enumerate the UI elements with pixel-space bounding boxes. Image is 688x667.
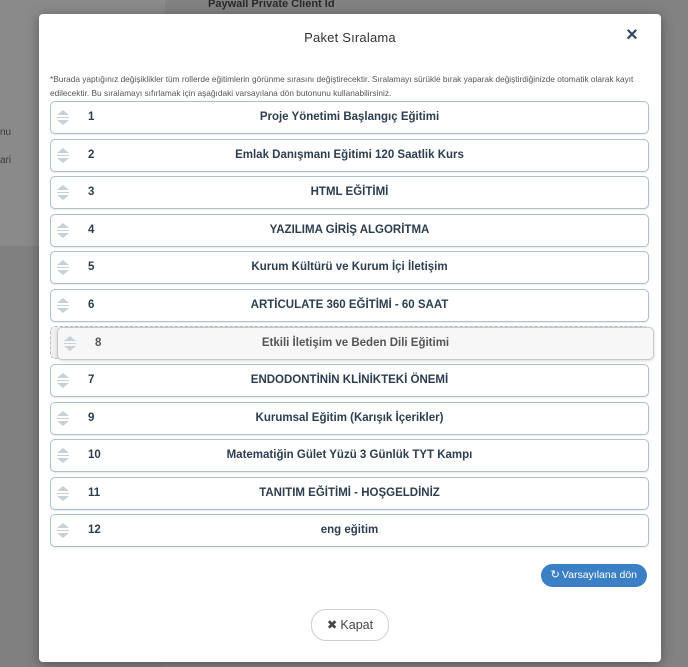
item-order-number: 8	[95, 337, 102, 349]
drag-handle-icon[interactable]	[57, 486, 69, 501]
notice-text: *Burada yaptığınız değişiklikler tüm rollerde eğitimlerin görünme sırasını değiştirecektir. Sıralamayı sürükle bırak yaparak değiştirdiğinizde otomatik olarak kayıt edilecektir. Bu sıralamayı sıfırlamak için aşağıdaki varsayılana dön butonunu kullanabilirsiniz.	[50, 74, 634, 98]
item-title: Etkili İletişim ve Beden Dili Eğitimi	[261, 337, 450, 349]
background-side-text: nu	[0, 127, 12, 138]
drag-handle-icon[interactable]	[57, 523, 69, 538]
item-order-number: 9	[88, 412, 95, 424]
item-title: Kurumsal Eğitim (Karışık İçerikler)	[255, 412, 444, 424]
close-icon[interactable]: ×	[626, 24, 638, 46]
drag-handle-icon[interactable]	[57, 223, 69, 238]
drag-handle-icon[interactable]	[57, 260, 69, 275]
modal-title: Paket Sıralama	[304, 30, 396, 45]
list-item[interactable]	[50, 477, 649, 510]
reset-default-button[interactable]	[541, 564, 647, 587]
list-item[interactable]	[50, 439, 649, 472]
drag-handle-icon[interactable]	[57, 411, 69, 426]
item-title: Kurum Kültürü ve Kurum İçi İletişim	[251, 261, 448, 273]
item-title: Proje Yönetimi Başlangıç Eğitimi	[259, 111, 440, 123]
drag-handle-icon[interactable]	[57, 448, 69, 463]
drag-handle-icon[interactable]	[57, 110, 69, 125]
item-title: HTML EĞİTİMİ	[310, 186, 389, 198]
item-order-number: 11	[88, 487, 101, 499]
drag-handle-icon[interactable]	[57, 185, 69, 200]
list-item[interactable]	[50, 364, 649, 397]
close-x-icon: ✖	[326, 618, 338, 632]
list-item[interactable]	[50, 402, 649, 435]
item-title: ARTİCULATE 360 EĞİTİMİ - 60 SAAT	[250, 299, 449, 311]
background-side-text: ari	[0, 155, 12, 166]
item-order-number: 10	[88, 449, 101, 461]
item-title: Matematiğin Gület Yüzü 3 Günlük TYT Kampı	[226, 449, 473, 461]
item-order-number: 1	[88, 111, 95, 123]
list-item[interactable]	[50, 514, 649, 547]
item-order-number: 12	[88, 524, 101, 536]
background-header-text: Paywall Private Client Id	[208, 0, 335, 10]
item-order-number: 5	[88, 261, 95, 273]
item-order-number: 2	[88, 149, 95, 161]
refresh-icon: ↻	[550, 569, 560, 581]
list-item[interactable]	[50, 101, 649, 134]
list-item[interactable]	[50, 289, 649, 322]
list-item[interactable]	[50, 139, 649, 172]
item-order-number: 4	[88, 224, 95, 236]
close-button[interactable]	[311, 609, 389, 641]
drag-handle-icon[interactable]	[57, 148, 69, 163]
reset-default-label: Varsayılana dön	[561, 569, 637, 581]
item-order-number: 6	[88, 299, 95, 311]
item-title: TANITIM EĞİTİMİ - HOŞGELDİNİZ	[259, 487, 440, 499]
item-order-number: 7	[88, 374, 95, 386]
package-order-modal	[39, 14, 661, 662]
drag-handle-icon[interactable]	[64, 336, 76, 351]
item-title: YAZILIMA GİRİŞ ALGORİTMA	[269, 224, 430, 236]
item-title: eng eğitim	[320, 524, 379, 536]
item-title: Emlak Danışmanı Eğitimi 120 Saatlik Kurs	[235, 149, 464, 161]
list-item[interactable]	[50, 251, 649, 284]
item-title: ENDODONTİNİN KLİNİKTEKİ ÖNEMİ	[250, 374, 449, 386]
drag-handle-icon[interactable]	[57, 298, 69, 313]
list-item[interactable]	[50, 176, 649, 209]
close-button-label: Kapat	[340, 618, 374, 632]
list-item-dragging[interactable]	[57, 327, 654, 360]
item-order-number: 3	[88, 186, 95, 198]
drag-handle-icon[interactable]	[57, 373, 69, 388]
list-item[interactable]	[50, 214, 649, 247]
